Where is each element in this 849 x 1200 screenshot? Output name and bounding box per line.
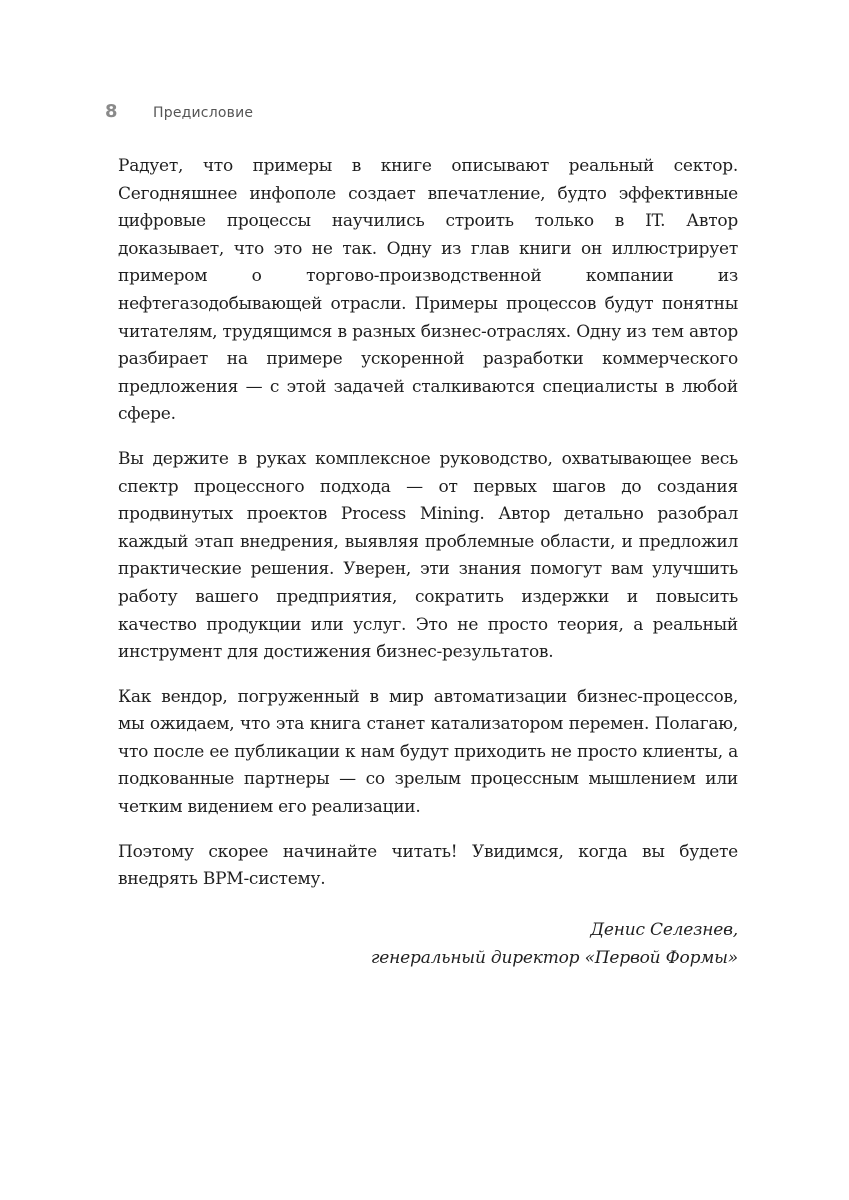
signature-position: генеральный директор «Первой Формы» (370, 947, 738, 968)
body-text (118, 153, 738, 972)
section-title: Предисловие (153, 105, 254, 121)
paragraph-4: Поэтому скорее начинайте читать! Увидимся, когда вы будете внедрять BPM-систему. (118, 841, 738, 890)
signature-name: Денис Селезнев, (590, 919, 738, 940)
page-number: 8 (105, 101, 118, 122)
paragraph-1: Радует, что примеры в книге описывают реальный сектор. Сегодняшнее инфополе создает впечатление, будто эффективные цифровые процессы научились строить только в IT. Автор доказывает, что это не так. Одну из глав книги он иллюстрирует примером о торгово-производственной компании из нефтегазодобывающей отрасли. Примеры процессов будут понятны читателям, трудящимся в разных бизнес-отраслях. Одну из тем автор разбирает на примере ускоренной разработки коммерческого предложения — с этой задачей сталкиваются специалисты в любой сфере. (118, 156, 738, 425)
paragraph-3: Как вендор, погруженный в мир автоматизации бизнес-процессов, мы ожидаем, что эта книга станет катализатором перемен. Полагаю, что после ее публикации к нам будут приходить не просто клиенты, а подкованные партнеры — со зрелым процессным мышлением или четким видением его реализации. (118, 686, 738, 818)
running-head (105, 101, 253, 127)
signature (118, 916, 738, 972)
paragraph-2: Вы держите в руках комплексное руководство, охватывающее весь спектр процессного подхода — от первых шагов до создания продвинутых проектов Process Mining. Автор детально разобрал каждый этап внедрения, выявляя проблемные области, и предложил практические решения. Уверен, эти знания помогут вам улучшить работу вашего предприятия, сократить издержки и повысить качество продукции или услуг. Это не просто теория, а реальный инструмент для достижения бизнес-результатов. (118, 448, 738, 663)
